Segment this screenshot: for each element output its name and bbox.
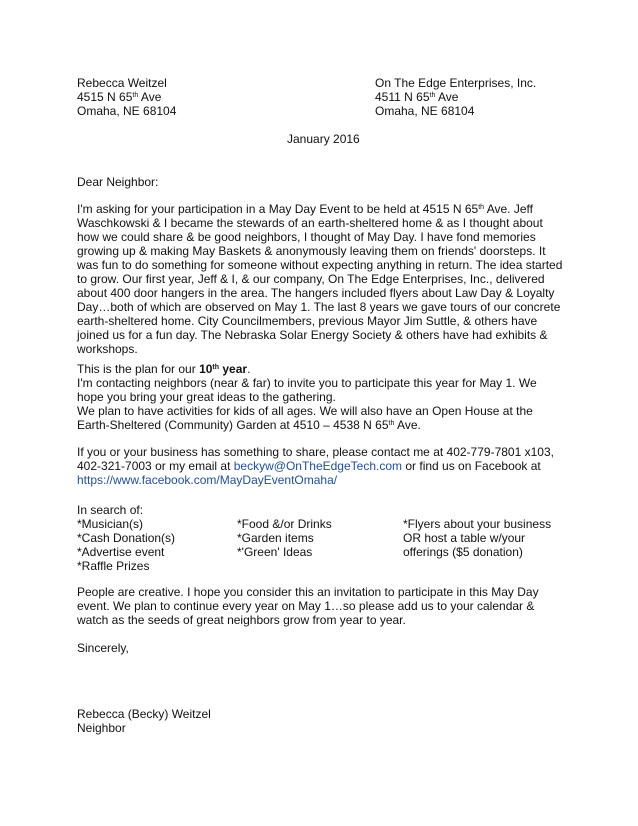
intro-line: was fun to do something for someone without expecting anything in return. The idea started [77, 258, 563, 272]
signature-name: Rebecca (Becky) Weitzel [77, 707, 211, 721]
intro-line: about 400 door hangers in the area. The hangers included flyers about Law Day & Loyalty [77, 286, 555, 300]
plan-line: Earth-Sheltered (Community) Garden at 4510 – 4538 N 65th Ave. [77, 418, 421, 432]
email-link[interactable]: beckyw@OnTheEdgeTech.com [233, 459, 403, 473]
plan-line: We plan to have activities for kids of all ages. We will also have an Open House at the [77, 404, 533, 418]
search-item: *Musician(s) [77, 517, 144, 531]
sender-street: 4515 N 65th Ave [77, 90, 162, 104]
sender-name: Rebecca Weitzel [77, 76, 167, 90]
search-column-1 [77, 517, 175, 573]
search-item: *'Green' Ideas [237, 545, 313, 559]
closing-paragraph [77, 585, 567, 627]
search-heading: In search of: [77, 503, 144, 517]
company-address [375, 76, 536, 118]
intro-line: workshops. [77, 342, 138, 356]
intro-line: to grow. Our first year, Jeff & I, & our company, On The Edge Enterprises, Inc., delivered [77, 272, 545, 286]
contact-line: 402-321-7003 or my email at beckyw@OnTheEdgeTech.com or find us on Facebook at [77, 459, 541, 473]
signoff: Sincerely, [77, 641, 129, 655]
plan-line: This is the plan for our 10th year. [77, 362, 251, 376]
plan-paragraph [77, 362, 567, 432]
intro-line: growing up & making May Baskets & anonymously leaving them on friends' doorsteps. It [77, 244, 546, 258]
intro-line: how we could share & be good neighbors, I thought of May Day. I have fond memories [77, 230, 536, 244]
intro-line: I'm asking for your participation in a May Day Event to be held at 4515 N 65th Ave. Jeff [77, 202, 533, 216]
sender-city: Omaha, NE 68104 [77, 104, 177, 118]
letter-date: January 2016 [287, 132, 360, 146]
intro-line: joined us for a fun day. The Nebraska Solar Energy Society & others have had exhibits & [77, 328, 548, 342]
search-item: OR host a table w/your [403, 531, 526, 545]
search-item: *Flyers about your business [403, 517, 552, 531]
search-column-2 [237, 517, 332, 559]
intro-line: earth-sheltered home. City Councilmembers, previous Mayor Jim Suttle, & others have [77, 314, 538, 328]
plan-line: I'm contacting neighbors (near & far) to invite you to participate this year for May 1. We [77, 376, 537, 390]
search-item: *Raffle Prizes [77, 559, 150, 573]
search-item: *Food &/or Drinks [237, 517, 332, 531]
contact-paragraph [77, 445, 567, 487]
search-column-3 [403, 517, 551, 559]
intro-line: Day…both of which are observed on May 1. The last 8 years we gave tours of our concrete [77, 300, 561, 314]
contact-line: If you or your business has something to share, please contact me at 402-779-7801 x103, [77, 445, 554, 459]
intro-line: Waschkowski & I became the stewards of an earth-sheltered home & as I thought about [77, 216, 543, 230]
search-item: *Garden items [237, 531, 314, 545]
search-item: offerings ($5 donation) [403, 545, 523, 559]
intro-paragraph [77, 202, 567, 356]
company-city: Omaha, NE 68104 [375, 104, 475, 118]
sender-address [77, 76, 176, 118]
plan-line: hope you bring your great ideas to the gathering. [77, 390, 336, 404]
salutation: Dear Neighbor: [77, 175, 159, 189]
search-item: *Advertise event [77, 545, 165, 559]
company-name: On The Edge Enterprises, Inc. [375, 76, 537, 90]
closing-line: event. We plan to continue every year on May 1…so please add us to your calendar & [77, 599, 535, 613]
closing-line: People are creative. I hope you consider this an invitation to participate in this May Day [77, 585, 539, 599]
closing-line: watch as the seeds of great neighbors grow from year to year. [77, 613, 406, 627]
signature-title: Neighbor [77, 721, 126, 735]
company-street: 4511 N 65th Ave [375, 90, 459, 104]
facebook-link[interactable]: https://www.facebook.com/MayDayEventOmaha/ [77, 473, 338, 487]
search-item: *Cash Donation(s) [77, 531, 176, 545]
signature-block [77, 707, 211, 735]
